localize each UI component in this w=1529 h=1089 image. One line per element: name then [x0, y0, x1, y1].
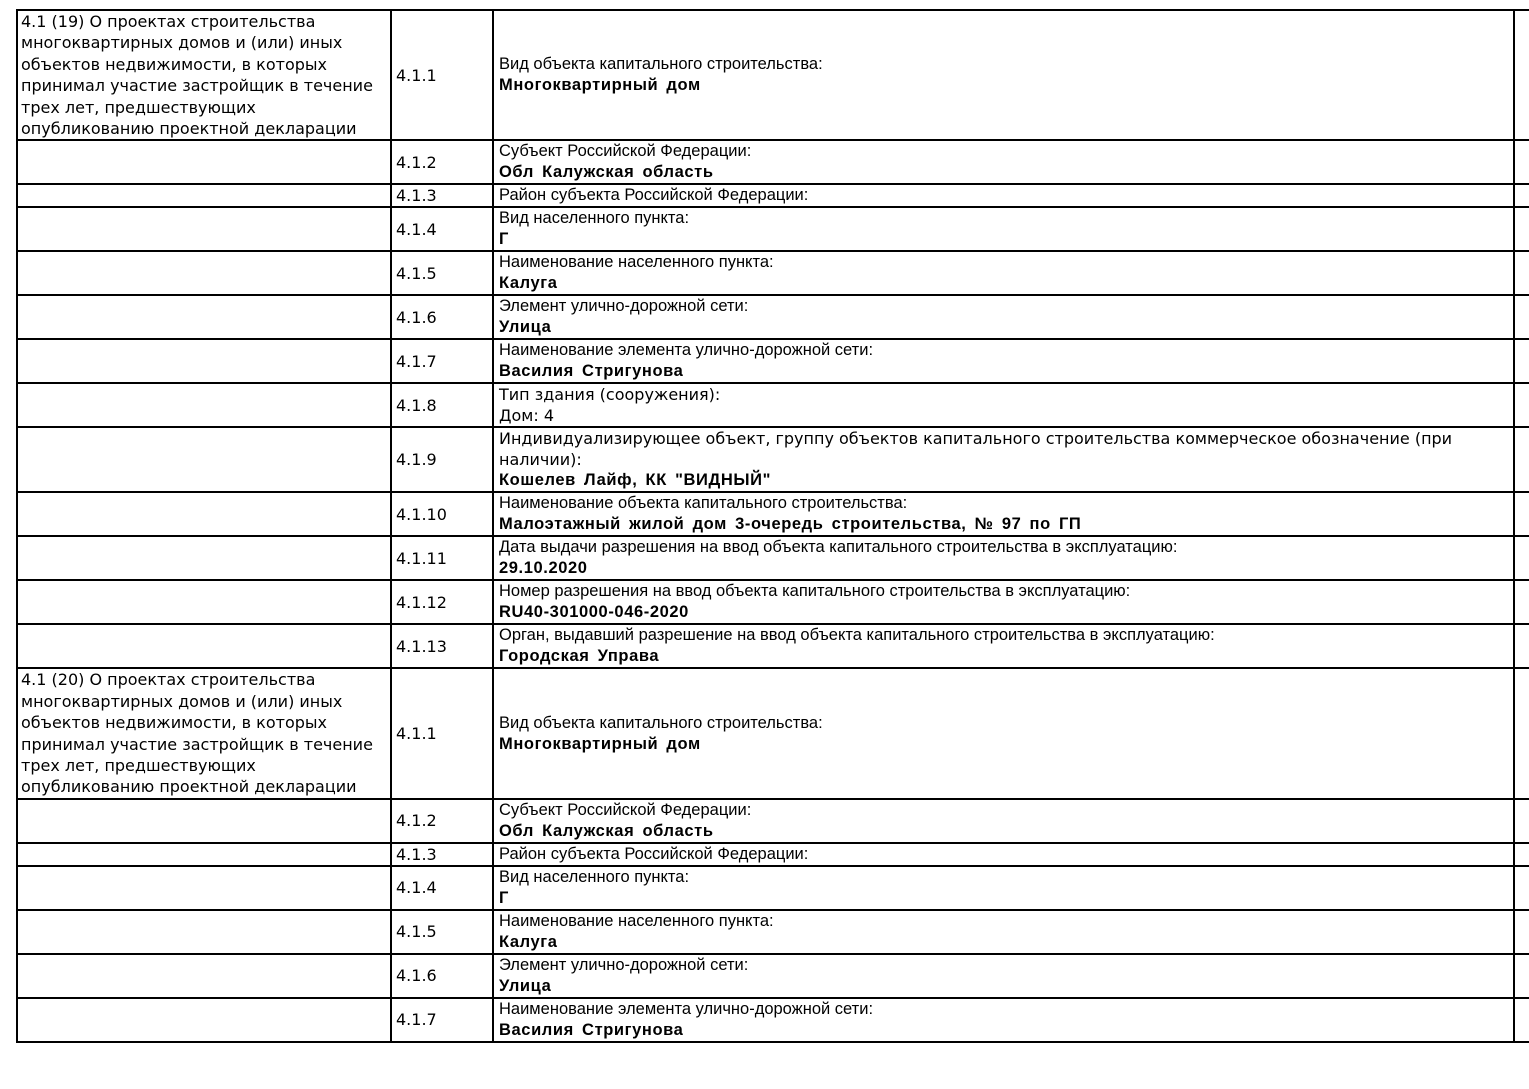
field-label: Наименование объекта капитального строительства: — [499, 494, 908, 513]
table-row — [17, 799, 1529, 843]
item-number-cell: 4.1.10 — [391, 492, 493, 536]
field-cell — [493, 184, 1514, 207]
table-row — [17, 10, 1529, 140]
field-cell — [493, 295, 1514, 339]
field-cell — [493, 492, 1514, 536]
clipped-column-cell — [1514, 998, 1529, 1042]
field-cell — [493, 910, 1514, 954]
field-value: Городская Управа — [499, 647, 660, 666]
field-label: Индивидуализирующее объект, группу объектов капитального строительства коммерческое обозначение (при наличии): — [499, 429, 1453, 470]
field-label: Район субъекта Российской Федерации: — [499, 186, 809, 205]
table-row — [17, 954, 1529, 998]
clipped-column-cell — [1514, 668, 1529, 798]
item-number-cell: 4.1.2 — [391, 140, 493, 184]
item-number-cell: 4.1.9 — [391, 427, 493, 492]
section-description-cell — [17, 668, 391, 798]
field-label: Наименование элемента улично-дорожной сети: — [499, 341, 874, 360]
field-label: Тип здания (сооружения): — [499, 385, 721, 405]
field-label: Вид населенного пункта: — [499, 867, 690, 886]
field-cell — [493, 251, 1514, 295]
item-number-cell: 4.1.1 — [391, 668, 493, 798]
clipped-column-cell — [1514, 843, 1529, 866]
section-description-cell — [17, 383, 391, 427]
section-description-cell — [17, 910, 391, 954]
field-cell — [493, 998, 1514, 1042]
field-label: Вид населенного пункта: — [499, 209, 690, 228]
clipped-column-cell — [1514, 339, 1529, 383]
table-row — [17, 184, 1529, 207]
item-number-cell: 4.1.2 — [391, 799, 493, 843]
field-value: Калуга — [499, 932, 558, 951]
section-title: 4.1 (19) О проектах строительства многоквартирных домов и (или) иных объектов недвижимости, в которых принимал участие застройщик в течение трех лет, предшествующих опубликованию проектной декларации — [21, 12, 373, 139]
section-description-cell — [17, 207, 391, 251]
item-number-cell: 4.1.1 — [391, 10, 493, 140]
clipped-column-cell — [1514, 799, 1529, 843]
field-cell — [493, 339, 1514, 383]
field-value: Обл Калужская область — [499, 821, 714, 840]
table-row — [17, 251, 1529, 295]
section-description-cell — [17, 843, 391, 866]
clipped-column-cell — [1514, 251, 1529, 295]
clipped-column-cell — [1514, 184, 1529, 207]
section-description-cell — [17, 954, 391, 998]
section-description-cell — [17, 492, 391, 536]
field-value: Калуга — [499, 274, 558, 293]
item-number-cell: 4.1.3 — [391, 843, 493, 866]
field-label: Элемент улично-дорожной сети: — [499, 297, 749, 316]
project-declaration-table — [16, 9, 1529, 1043]
field-cell — [493, 843, 1514, 866]
table-row — [17, 140, 1529, 184]
field-label: Наименование элемента улично-дорожной сети: — [499, 999, 874, 1018]
table-row — [17, 866, 1529, 910]
field-value: Г — [499, 888, 509, 907]
section-description-cell — [17, 339, 391, 383]
field-value: Обл Калужская область — [499, 163, 714, 182]
field-value: Улица — [499, 976, 552, 995]
field-label: Субъект Российской Федерации: — [499, 800, 752, 819]
section-description-cell — [17, 295, 391, 339]
section-description-cell — [17, 866, 391, 910]
table-row — [17, 536, 1529, 580]
item-number-cell: 4.1.6 — [391, 295, 493, 339]
clipped-column-cell — [1514, 383, 1529, 427]
section-description-cell — [17, 624, 391, 668]
table-row — [17, 580, 1529, 624]
field-value: Дом: 4 — [499, 406, 555, 426]
section-description-cell — [17, 799, 391, 843]
field-cell — [493, 624, 1514, 668]
clipped-column-cell — [1514, 295, 1529, 339]
field-cell — [493, 536, 1514, 580]
field-value: Василия Стригунова — [499, 1020, 684, 1039]
clipped-column-cell — [1514, 427, 1529, 492]
section-description-cell — [17, 427, 391, 492]
clipped-column-cell — [1514, 910, 1529, 954]
field-label: Вид объекта капитального строительства: — [499, 713, 823, 732]
clipped-column-cell — [1514, 954, 1529, 998]
field-label: Наименование населенного пункта: — [499, 911, 774, 930]
table-row — [17, 624, 1529, 668]
field-cell — [493, 10, 1514, 140]
item-number-cell: 4.1.6 — [391, 954, 493, 998]
item-number-cell: 4.1.12 — [391, 580, 493, 624]
field-cell — [493, 866, 1514, 910]
field-value: Малоэтажный жилой дом 3-очередь строительства, № 97 по ГП — [499, 515, 1082, 534]
field-cell — [493, 668, 1514, 798]
item-number-cell: 4.1.11 — [391, 536, 493, 580]
clipped-column-cell — [1514, 580, 1529, 624]
field-value: Многоквартирный дом — [499, 76, 701, 95]
table-row — [17, 998, 1529, 1042]
clipped-column-cell — [1514, 536, 1529, 580]
clipped-column-cell — [1514, 492, 1529, 536]
table-row — [17, 207, 1529, 251]
section-description-cell — [17, 251, 391, 295]
section-description-cell — [17, 140, 391, 184]
field-cell — [493, 207, 1514, 251]
field-cell — [493, 427, 1514, 492]
field-value: Кошелев Лайф, КК "ВИДНЫЙ" — [499, 471, 771, 490]
field-cell — [493, 383, 1514, 427]
section-description-cell — [17, 998, 391, 1042]
field-cell — [493, 140, 1514, 184]
field-value: 29.10.2020 — [499, 559, 588, 578]
section-title: 4.1 (20) О проектах строительства многоквартирных домов и (или) иных объектов недвижимости, в которых принимал участие застройщик в течение трех лет, предшествующих опубликованию проектной декларации — [21, 670, 373, 797]
table-row — [17, 295, 1529, 339]
item-number-cell: 4.1.7 — [391, 339, 493, 383]
table-row — [17, 492, 1529, 536]
field-cell — [493, 954, 1514, 998]
field-value: Василия Стригунова — [499, 362, 684, 381]
item-number-cell: 4.1.4 — [391, 866, 493, 910]
section-description-cell — [17, 536, 391, 580]
field-label: Субъект Российской Федерации: — [499, 142, 752, 161]
clipped-column-cell — [1514, 866, 1529, 910]
item-number-cell: 4.1.5 — [391, 251, 493, 295]
item-number-cell: 4.1.8 — [391, 383, 493, 427]
item-number-cell: 4.1.13 — [391, 624, 493, 668]
table-row — [17, 668, 1529, 798]
section-description-cell — [17, 10, 391, 140]
section-description-cell — [17, 580, 391, 624]
field-value: RU40-301000-046-2020 — [499, 603, 689, 622]
item-number-cell: 4.1.5 — [391, 910, 493, 954]
clipped-column-cell — [1514, 10, 1529, 140]
item-number-cell: 4.1.7 — [391, 998, 493, 1042]
table-row — [17, 339, 1529, 383]
field-cell — [493, 799, 1514, 843]
clipped-column-cell — [1514, 207, 1529, 251]
field-value: Г — [499, 230, 509, 249]
table-row — [17, 910, 1529, 954]
field-label: Район субъекта Российской Федерации: — [499, 844, 809, 863]
field-value: Улица — [499, 318, 552, 337]
field-cell — [493, 580, 1514, 624]
field-label: Элемент улично-дорожной сети: — [499, 955, 749, 974]
field-label: Орган, выдавший разрешение на ввод объекта капитального строительства в эксплуатацию: — [499, 626, 1215, 645]
item-number-cell: 4.1.4 — [391, 207, 493, 251]
item-number-cell: 4.1.3 — [391, 184, 493, 207]
field-value: Многоквартирный дом — [499, 734, 701, 753]
clipped-column-cell — [1514, 140, 1529, 184]
table-row — [17, 383, 1529, 427]
field-label: Дата выдачи разрешения на ввод объекта капитального строительства в эксплуатацию: — [499, 538, 1178, 557]
field-label: Номер разрешения на ввод объекта капитального строительства в эксплуатацию: — [499, 582, 1131, 601]
section-description-cell — [17, 184, 391, 207]
field-label: Наименование населенного пункта: — [499, 253, 774, 272]
clipped-column-cell — [1514, 624, 1529, 668]
table-row — [17, 427, 1529, 492]
table-row — [17, 843, 1529, 866]
field-label: Вид объекта капитального строительства: — [499, 55, 823, 74]
